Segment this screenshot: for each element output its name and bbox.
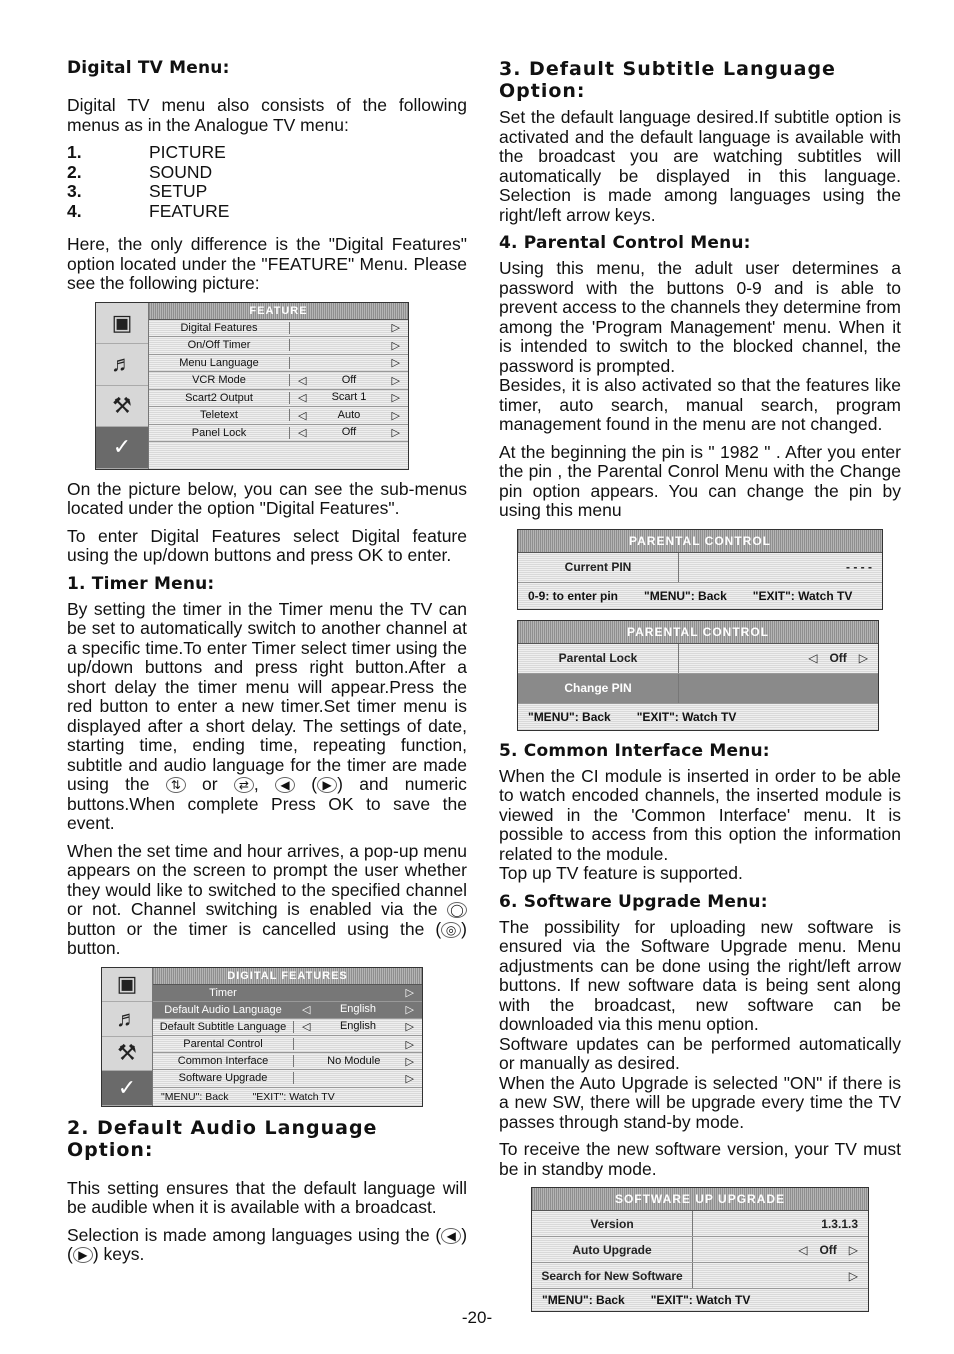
right-arrow-icon: ▷	[391, 392, 400, 405]
sound-icon: ♬	[102, 1002, 152, 1037]
common-interface-heading: 5. Common Interface Menu:	[499, 740, 770, 761]
software-updates-text: Software updates can be performed automatically or manually as desired.	[499, 1033, 901, 1073]
menu-row-panel-lock[interactable]: Panel Lock ◁ Off ▷	[149, 425, 408, 443]
menu-list-item: 2. SOUND	[67, 161, 213, 182]
right-arrow-icon: ▷	[405, 1038, 414, 1051]
software-upgrade-title: SOFTWARE UP UPGRADE	[532, 1188, 868, 1211]
parental-control-title: PARENTAL CONTROL	[518, 621, 878, 644]
subtitle-language-text: Set the default language desired.If subtitle option is activated and the default language is available with the broadcast you are watching subtitles will automatically be displayed in this language. Selection is made among languages using the right/left arrow keys.	[499, 107, 901, 225]
timer-heading: 1. Timer Menu:	[67, 573, 215, 594]
menu-list-item: 4. FEATURE	[67, 200, 230, 221]
parental-control-panel	[517, 620, 879, 731]
right-arrow-icon: ▷	[405, 1004, 414, 1017]
common-interface-text: When the CI module is inserted in order to be able to watch encoded channels, the inserted module is viewed in the 'Common Interface' menu. It is possible to access from this option the information related to the module.	[499, 765, 901, 864]
right-column	[499, 58, 901, 1322]
setup-icon: ⚒	[96, 386, 148, 428]
submenus-text: On the picture below, you can see the sub-menus located under the option "Digital Features".	[67, 478, 467, 518]
menu-icons	[102, 968, 153, 1106]
audio-selection-text: Selection is made among languages using the ( ◀ ) ( ▶ ) keys.	[67, 1224, 468, 1264]
auto-upgrade-text: When the Auto Upgrade is selected "ON" if there is a new SW, there will be upgrade every time the TV passes through stand-by mode.	[499, 1072, 901, 1132]
menu-list-item: 3. SETUP	[67, 181, 208, 201]
setup-icon: ⚒	[102, 1037, 152, 1072]
right-button-icon: ▶	[317, 777, 337, 793]
subtitle-language-heading: 3. Default Subtitle Language Option:	[499, 58, 836, 102]
right-arrow-icon: ▷	[405, 987, 414, 1000]
parental-control-text: Using this menu, the adult user determines a password with the buttons 0-9 and is able to prevent access to the channels they determine from among the 'Program Management' menu. When it is intended to switch to the blocked channel, the password is prompted.	[499, 258, 901, 376]
menu-icons	[96, 303, 149, 469]
left-arrow-icon: ◁	[298, 427, 307, 440]
menu-row-menu-language[interactable]: Menu Language ▷	[149, 355, 408, 373]
pin-text: At the beginning the pin is " 1982 " . After you enter the pin , the Parental Conrol Menu with the Change pin option appears. You can change the pin by using this menu	[499, 441, 901, 520]
parental-lock-row[interactable]: Parental Lock ◁ Off ▷	[518, 644, 878, 674]
left-arrow-icon: ◁	[302, 1004, 311, 1017]
left-arrow-icon: ◁	[808, 651, 818, 665]
parental-control-heading: 4. Parental Control Menu:	[499, 233, 751, 253]
right-arrow-icon: ▷	[391, 427, 400, 440]
current-pin-row[interactable]: Current PIN - - - -	[518, 553, 882, 583]
pin-value: - - - -	[846, 560, 872, 574]
topup-text: Top up TV feature is supported.	[499, 863, 743, 883]
sound-icon: ♬	[96, 344, 148, 386]
parental-control-footer: "MENU": Back "EXIT": Watch TV	[528, 709, 737, 724]
software-upgrade-text: The possibility for uploading new software is ensured via the Software Upgrade menu. Menu adjustments can be done using the right/left arrow buttons. If new software data is being sent along with the broadcast, new software can be downloaded via this menu option.	[499, 916, 901, 1034]
difference-text: Here, the only difference is the "Digital Features" option located under the "FEATURE" Menu. Please see the following picture:	[67, 234, 467, 293]
right-arrow-icon: ▷	[848, 1268, 858, 1283]
menu-row-teletext[interactable]: Teletext ◁ Auto ▷	[149, 407, 408, 425]
change-pin-row[interactable]: Change PIN	[518, 674, 878, 704]
left-arrow-icon: ◁	[298, 409, 307, 422]
right-arrow-icon: ▷	[391, 322, 400, 335]
right-arrow-icon: ▷	[848, 1242, 858, 1257]
tv-button-icon: ◎	[441, 922, 461, 938]
current-pin-title: PARENTAL CONTROL	[518, 530, 882, 553]
menu-row-scart2-output[interactable]: Scart2 Output ◁ Scart 1 ▷	[149, 390, 408, 408]
menu-row-onoff-timer[interactable]: On/Off Timer ▷	[149, 337, 408, 355]
version-row: Version 1.3.1.3	[532, 1211, 868, 1237]
intro-text: Digital TV menu also consists of the following menus as in the Analogue TV menu:	[67, 95, 467, 135]
current-pin-panel	[517, 529, 883, 610]
enter-text: To enter Digital Features select Digital feature using the up/down buttons and press OK to enter.	[67, 525, 467, 565]
picture-icon: ▣	[102, 968, 152, 1003]
right-arrow-icon: ▷	[391, 357, 400, 370]
menu-row-parental-control[interactable]: Parental Control ▷	[153, 1036, 422, 1053]
right-arrow-icon: ▷	[391, 339, 400, 352]
search-software-row[interactable]: Search for New Software ▷	[532, 1263, 868, 1289]
software-upgrade-footer: "MENU": Back "EXIT": Watch TV	[542, 1293, 751, 1307]
auto-upgrade-row[interactable]: Auto Upgrade ◁ Off ▷	[532, 1237, 868, 1263]
menu-row-software-upgrade[interactable]: Software Upgrade ▷	[153, 1070, 422, 1087]
feature-menu-image	[95, 302, 409, 470]
current-pin-footer: 0-9: to enter pin "MENU": Back "EXIT": Watch TV	[528, 588, 853, 603]
feature-icon: ✓	[102, 1071, 152, 1106]
parental-besides-text: Besides, it is also activated so that the features like timer, auto search, manual search, program management found in the menu are not changed.	[499, 375, 901, 434]
left-button-icon: ◀	[275, 777, 295, 793]
digital-features-title: DIGITAL FEATURES	[153, 968, 422, 985]
right-arrow-icon: ▷	[391, 374, 400, 387]
menu-row-default-audio-language[interactable]: Default Audio Language ◁ English ▷	[153, 1002, 422, 1019]
right-button-icon: ▶	[73, 1247, 93, 1263]
menu-row-vcr-mode[interactable]: VCR Mode ◁ Off ▷	[149, 372, 408, 390]
version-value: 1.3.1.3	[821, 1216, 858, 1231]
menu-row-digital-features[interactable]: Digital Features ▷	[149, 320, 408, 338]
standby-text: To receive the new software version, your TV must be in standby mode.	[499, 1139, 901, 1179]
right-arrow-icon: ▷	[405, 1055, 414, 1068]
left-arrow-icon: ◁	[798, 1242, 808, 1257]
right-arrow-icon: ▷	[391, 409, 400, 422]
left-button-icon: ◀	[441, 1228, 461, 1244]
menu-row-default-subtitle-language[interactable]: Default Subtitle Language ◁ English ▷	[153, 1019, 422, 1036]
right-arrow-icon: ▷	[405, 1072, 414, 1085]
feature-icon: ✓	[96, 427, 148, 469]
digital-features-footer: "MENU": Back "EXIT": Watch TV	[161, 1090, 335, 1103]
software-upgrade-heading: 6. Software Upgrade Menu:	[499, 891, 768, 912]
popup-text: When the set time and hour arrives, a pop-up menu appears on the screen to prompt the user whether they would like to switched to the specified channel or not. Channel switching is enabled via the ◯ button or the timer is cancelled using the ( ◎ ) button.	[67, 840, 467, 958]
software-upgrade-panel	[531, 1187, 869, 1312]
audio-language-heading: 2. Default Audio Language Option:	[67, 1116, 378, 1161]
digital-features-menu-image	[101, 967, 423, 1107]
menu-row-timer[interactable]: Timer ▷	[153, 985, 422, 1002]
left-arrow-icon: ◁	[298, 392, 307, 405]
left-arrow-icon: ◁	[298, 374, 307, 387]
up-down-button-icon: ⇅	[166, 777, 186, 793]
left-right-button-icon: ⇄	[234, 777, 254, 793]
menu-list	[67, 143, 467, 221]
audio-language-text: This setting ensures that the default language will be audible when it is available with a broadcast.	[67, 1177, 467, 1217]
picture-icon: ▣	[96, 303, 148, 345]
feature-menu-items	[149, 303, 408, 469]
timer-text: By setting the timer in the Timer menu the TV can be set to automatically switch to another channel at a specific time.To enter Timer select timer using the up/down buttons and press right button.After a short delay the timer menu will appear.Press the red button to enter a new timer.Set timer menu is displayed after a short delay. The settings of date, starting time, ending time, repeating function, subtitle and audio language for the timer are made using the ⇅ or ⇄ , ◀ ( ▶ ) and numeric buttons.When complete Press OK to save the event.	[67, 598, 467, 833]
page-number: -20-	[461, 1308, 493, 1327]
left-column	[67, 58, 467, 1273]
right-arrow-icon: ▷	[858, 651, 868, 665]
left-arrow-icon: ◁	[302, 1021, 311, 1034]
digital-tv-heading: Digital TV Menu:	[67, 58, 230, 78]
menu-row-common-interface[interactable]: Common Interface No Module ▷	[153, 1053, 422, 1070]
right-arrow-icon: ▷	[405, 1021, 414, 1034]
feature-menu-title: FEATURE	[149, 303, 408, 320]
menu-list-item: 1. PICTURE	[67, 142, 226, 162]
ok-button-icon: ◯	[447, 902, 467, 918]
digital-features-items	[153, 968, 422, 1106]
